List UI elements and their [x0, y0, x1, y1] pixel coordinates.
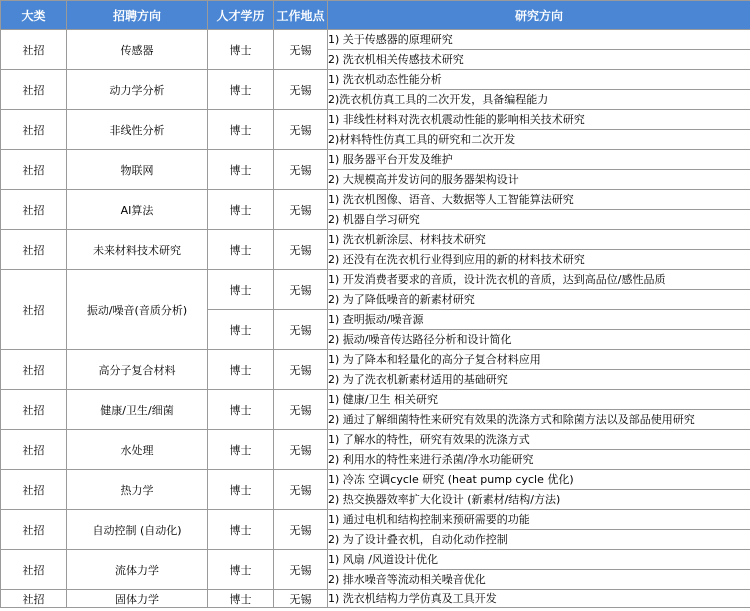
location-cell: 无锡 [274, 70, 328, 110]
header-location: 工作地点 [274, 1, 328, 30]
research-cell [328, 70, 750, 110]
category-cell: 社招 [1, 430, 67, 470]
category-cell: 社招 [1, 30, 67, 70]
research-item: 1) 洗衣机结构力学仿真及工具开发 [328, 591, 497, 605]
research-cell [328, 30, 750, 70]
category-cell: 社招 [1, 190, 67, 230]
research-item: 1) 关于传感器的原理研究 [328, 33, 453, 46]
table-row [1, 510, 750, 550]
table-row [1, 110, 750, 150]
degree-cell: 博士 [208, 110, 274, 150]
area-cell: 热力学 [67, 470, 208, 510]
table-row [1, 70, 750, 110]
research-item: 2)材料特性仿真工具的研究和二次开发 [328, 129, 750, 149]
area-cell: 高分子复合材料 [67, 350, 208, 390]
research-cell [328, 430, 750, 470]
table-row [1, 590, 750, 608]
table-row [1, 150, 750, 190]
area-cell: 固体力学 [67, 590, 208, 608]
location-cell: 无锡 [274, 110, 328, 150]
location-cell: 无锡 [274, 390, 328, 430]
research-item: 2) 利用水的特性来进行杀菌/净水功能研究 [328, 449, 750, 469]
research-item: 1) 洗衣机动态性能分析 [328, 73, 442, 86]
degree-cell: 博士 [208, 350, 274, 390]
research-cell [328, 270, 750, 310]
research-cell [328, 390, 750, 430]
research-cell [328, 550, 750, 590]
category-cell: 社招 [1, 150, 67, 190]
category-cell: 社招 [1, 510, 67, 550]
degree-cell: 博士 [208, 590, 274, 608]
research-cell [328, 510, 750, 550]
area-cell: 振动/噪音(音质分析) [67, 270, 208, 350]
degree-cell: 博士 [208, 310, 274, 350]
research-item: 1) 了解水的特性，研究有效果的洗涤方式 [328, 433, 530, 446]
location-cell: 无锡 [274, 230, 328, 270]
area-cell: 自动控制 (自动化) [67, 510, 208, 550]
table-row [1, 550, 750, 590]
location-cell: 无锡 [274, 150, 328, 190]
research-cell [328, 350, 750, 390]
research-item: 1) 洗衣机新涂层、材料技术研究 [328, 233, 486, 246]
table-row [1, 30, 750, 70]
table-row [1, 470, 750, 510]
degree-cell: 博士 [208, 30, 274, 70]
header-row [1, 1, 750, 30]
research-item: 1) 开发消费者要求的音质，设计洗衣机的音质，达到高品位/感性品质 [328, 273, 666, 286]
research-cell [328, 230, 750, 270]
location-cell: 无锡 [274, 550, 328, 590]
category-cell: 社招 [1, 350, 67, 390]
degree-cell: 博士 [208, 550, 274, 590]
research-cell [328, 110, 750, 150]
research-item: 2) 排水噪音等流动相关噪音优化 [328, 569, 750, 589]
area-cell: 健康/卫生/细菌 [67, 390, 208, 430]
research-item: 1) 通过电机和结构控制来预研需要的功能 [328, 513, 530, 526]
area-cell: 未来材料技术研究 [67, 230, 208, 270]
header-category: 大类 [1, 1, 67, 30]
category-cell: 社招 [1, 470, 67, 510]
research-cell [328, 190, 750, 230]
research-item: 1) 查明振动/噪音源 [328, 313, 424, 326]
area-cell: 非线性分析 [67, 110, 208, 150]
research-item: 2)洗衣机仿真工具的二次开发，具备编程能力 [328, 89, 750, 109]
research-cell [328, 150, 750, 190]
degree-cell: 博士 [208, 470, 274, 510]
category-cell: 社招 [1, 110, 67, 150]
research-item: 2) 机器自学习研究 [328, 209, 750, 229]
research-cell [328, 470, 750, 510]
location-cell: 无锡 [274, 310, 328, 350]
location-cell: 无锡 [274, 430, 328, 470]
category-cell: 社招 [1, 70, 67, 110]
research-item: 1) 洗衣机图像、语音、大数据等人工智能算法研究 [328, 193, 574, 206]
degree-cell: 博士 [208, 430, 274, 470]
research-item: 2) 为了设计叠衣机，自动化动作控制 [328, 529, 750, 549]
research-item: 2) 为了洗衣机新素材适用的基础研究 [328, 369, 750, 389]
area-cell: 水处理 [67, 430, 208, 470]
research-cell [328, 590, 750, 608]
research-item: 2) 振动/噪音传达路径分析和设计简化 [328, 329, 750, 349]
degree-cell: 博士 [208, 230, 274, 270]
area-cell: 流体力学 [67, 550, 208, 590]
research-item: 1) 非线性材料对洗衣机震动性能的影响相关技术研究 [328, 113, 585, 126]
research-item: 2) 还没有在洗衣机行业得到应用的新的材料技术研究 [328, 249, 750, 269]
header-research: 研究方向 [328, 1, 750, 30]
research-item: 1) 为了降本和轻量化的高分子复合材料应用 [328, 353, 541, 366]
category-cell: 社招 [1, 270, 67, 350]
research-item: 2) 热交换器效率扩大化设计 (新素材/结构/方法) [328, 489, 750, 509]
degree-cell: 博士 [208, 390, 274, 430]
table-row [1, 230, 750, 270]
location-cell: 无锡 [274, 30, 328, 70]
category-cell: 社招 [1, 550, 67, 590]
degree-cell: 博士 [208, 270, 274, 310]
header-degree: 人才学历 [208, 1, 274, 30]
table-row [1, 390, 750, 430]
research-item: 1) 健康/卫生 相关研究 [328, 393, 438, 406]
location-cell: 无锡 [274, 510, 328, 550]
area-cell: 传感器 [67, 30, 208, 70]
table-row [1, 190, 750, 230]
location-cell: 无锡 [274, 190, 328, 230]
location-cell: 无锡 [274, 470, 328, 510]
degree-cell: 博士 [208, 510, 274, 550]
degree-cell: 博士 [208, 150, 274, 190]
degree-cell: 博士 [208, 190, 274, 230]
table-row [1, 430, 750, 470]
category-cell: 社招 [1, 390, 67, 430]
location-cell: 无锡 [274, 270, 328, 310]
header-area: 招聘方向 [67, 1, 208, 30]
degree-cell: 博士 [208, 70, 274, 110]
table-row [1, 350, 750, 390]
table-row [1, 270, 750, 310]
area-cell: 物联网 [67, 150, 208, 190]
research-item: 2) 洗衣机相关传感技术研究 [328, 49, 750, 69]
research-item: 1) 风扇 /风道设计优化 [328, 553, 438, 566]
location-cell: 无锡 [274, 590, 328, 608]
research-item: 2) 大规模高并发访问的服务器架构设计 [328, 169, 750, 189]
research-item: 1) 冷冻 空调cycle 研究 (heat pump cycle 优化) [328, 473, 574, 486]
research-item: 2) 为了降低噪音的新素材研究 [328, 289, 750, 309]
research-cell [328, 310, 750, 350]
category-cell: 社招 [1, 230, 67, 270]
area-cell: 动力学分析 [67, 70, 208, 110]
area-cell: AI算法 [67, 190, 208, 230]
research-item: 1) 服务器平台开发及维护 [328, 153, 453, 166]
research-item: 2) 通过了解细菌特性来研究有效果的洗涤方式和除菌方法以及部品使用研究 [328, 409, 750, 429]
category-cell: 社招 [1, 590, 67, 608]
location-cell: 无锡 [274, 350, 328, 390]
